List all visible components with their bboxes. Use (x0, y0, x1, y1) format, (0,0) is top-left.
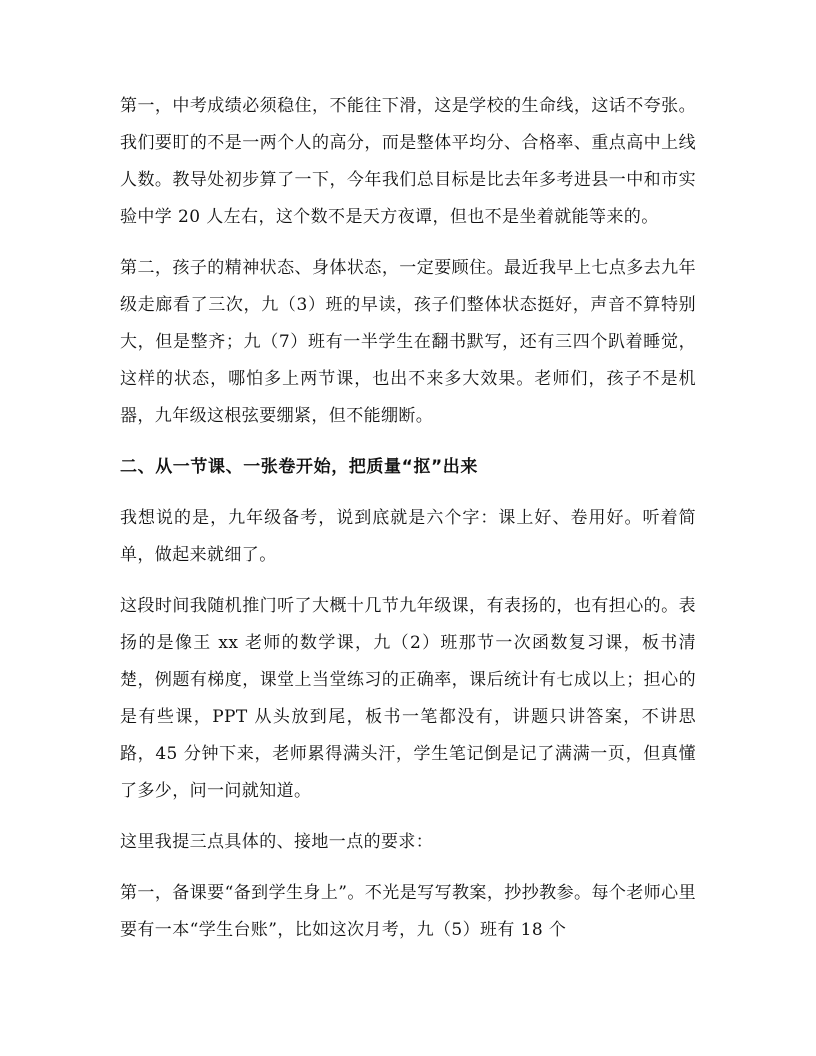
document-body (120, 88, 696, 963)
paragraph-goal-scores: 第一，中考成绩必须稳住，不能往下滑，这是学校的生命线，这话不夸张。我们要盯的不是一两个人的高分，而是整体平均分、合格率、重点高中上线人数。教导处初步算了一下，今年我们总目标是比去年多考进县一中和市实验中学 20 人左右，这个数不是天方夜谭，但也不是坐着就能等来的。 (120, 96, 696, 227)
paragraph-three-requirements: 这里我提三点具体的、接地一点的要求： (120, 832, 434, 852)
paragraph-student-state: 第二，孩子的精神状态、身体状态，一定要顾住。最近我早上七点多去九年级走廊看了三次，九（3）班的早读，孩子们整体状态挺好，声音不算特别大，但是整齐；九（7）班有一半学生在翻书默写，还有三四个趴着睡觉，这样的状态，哪怕多上两节课，也出不来多大效果。老师们，孩子不是机器，九年级这根弦要绷紧，但不能绷断。 (120, 258, 696, 426)
section-heading: 二、从一节课、一张卷开始，把质量“抠”出来 (120, 457, 478, 477)
paragraph-six-words: 我想说的是，九年级备考，说到底就是六个字：课上好、卷用好。听着简单，做起来就细了。 (120, 508, 696, 565)
paragraph-lesson-prep: 第一，备课要“备到学生身上”。不光是写写教案，抄抄教参。每个老师心里要有一本“学生台账”，比如这次月考，九（5）班有 18 个 (120, 883, 696, 940)
paragraph-class-observation: 这段时间我随机推门听了大概十几节九年级课，有表扬的，也有担心的。表扬的是像王 xx 老师的数学课，九（2）班那节一次函数复习课，板书清楚，例题有梯度，课堂上当堂练习的正确率，课后统计有七成以上；担心的是有些课，PPT 从头放到尾，板书一笔都没有，讲题只讲答案，不讲思路，45 分钟下来，老师累得满头汗，学生笔记倒是记了满满一页，但真懂了多少，问一问就知道。 (120, 596, 696, 801)
